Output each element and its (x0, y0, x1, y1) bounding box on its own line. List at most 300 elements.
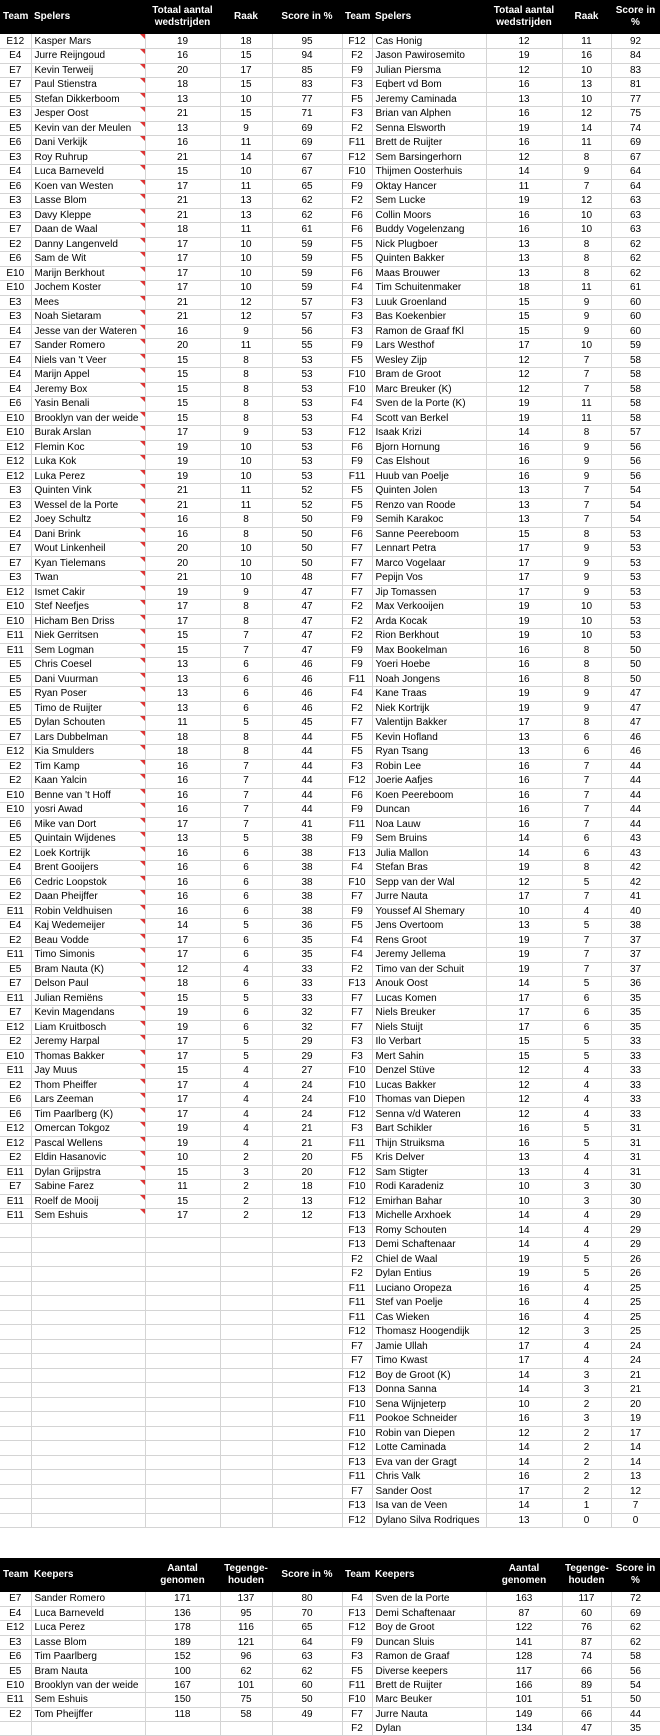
players-left-cell-num1[interactable]: 13 (145, 701, 220, 716)
players-left-cell-score[interactable]: 36 (272, 919, 342, 934)
players-left-cell-num2[interactable]: 18 (220, 34, 272, 49)
keepers-right-cell-team[interactable]: F9 (342, 1635, 372, 1649)
players-right-cell-score[interactable]: 46 (611, 730, 660, 745)
players-right-cell-score[interactable]: 54 (611, 484, 660, 499)
players-right-cell-team[interactable]: F11 (342, 136, 372, 151)
players-left-cell-num2[interactable]: 5 (220, 1049, 272, 1064)
players-left-cell-num2[interactable] (220, 1281, 272, 1296)
players-left-cell-num2[interactable]: 4 (220, 1093, 272, 1108)
players-right-cell-num1[interactable]: 17 (486, 890, 562, 905)
keepers-left-cell-team[interactable]: E11 (0, 1693, 31, 1707)
players-right-cell-num2[interactable]: 6 (562, 832, 611, 847)
players-right-cell-team[interactable]: F2 (342, 121, 372, 136)
players-left-cell-num1[interactable]: 18 (145, 745, 220, 760)
players-right-cell-score[interactable]: 81 (611, 78, 660, 93)
players-left-cell-num2[interactable]: 11 (220, 498, 272, 513)
players-right-cell-num2[interactable]: 5 (562, 977, 611, 992)
players-right-cell-num2[interactable]: 4 (562, 1223, 611, 1238)
players-left-cell-score[interactable]: 46 (272, 701, 342, 716)
players-left-cell-num1[interactable]: 11 (145, 716, 220, 731)
players-left-cell-num1[interactable]: 21 (145, 194, 220, 209)
players-left-cell-num2[interactable] (220, 1223, 272, 1238)
players-left-cell-name[interactable]: Ismet Cakir (31, 585, 145, 600)
players-right-cell-team[interactable]: F12 (342, 1107, 372, 1122)
players-right-cell-name[interactable]: Jip Tomassen (372, 585, 486, 600)
players-right-cell-num1[interactable]: 19 (486, 1252, 562, 1267)
players-left-cell-name[interactable]: Tim Kamp (31, 759, 145, 774)
players-left-cell-name[interactable]: Eldin Hasanovic (31, 1151, 145, 1166)
players-left-cell-score[interactable]: 32 (272, 1006, 342, 1021)
players-left-cell-score[interactable]: 56 (272, 324, 342, 339)
players-left-cell-team[interactable]: E4 (0, 382, 31, 397)
players-right-cell-team[interactable]: F10 (342, 1078, 372, 1093)
players-left-cell-name[interactable]: Joey Schultz (31, 513, 145, 528)
players-left-cell-num2[interactable]: 15 (220, 107, 272, 122)
players-right-cell-num1[interactable]: 17 (486, 716, 562, 731)
players-left-cell-name[interactable] (31, 1296, 145, 1311)
players-left-cell-score[interactable]: 62 (272, 208, 342, 223)
players-left-cell-team[interactable] (0, 1252, 31, 1267)
players-right-cell-team[interactable]: F13 (342, 977, 372, 992)
keepers-left-cell-num2[interactable]: 137 (220, 1592, 272, 1606)
players-right-cell-team[interactable]: F4 (342, 411, 372, 426)
players-left-cell-team[interactable]: E10 (0, 614, 31, 629)
players-right-cell-score[interactable]: 50 (611, 658, 660, 673)
players-left-cell-score[interactable]: 24 (272, 1078, 342, 1093)
players-left-cell-num2[interactable] (220, 1368, 272, 1383)
players-left-cell-team[interactable]: E3 (0, 194, 31, 209)
players-right-cell-num1[interactable]: 13 (486, 1151, 562, 1166)
players-right-cell-num1[interactable]: 16 (486, 1136, 562, 1151)
players-left-cell-score[interactable]: 50 (272, 527, 342, 542)
players-left-cell-num1[interactable] (145, 1412, 220, 1427)
players-left-cell-num2[interactable]: 8 (220, 513, 272, 528)
players-left-cell-num1[interactable]: 17 (145, 266, 220, 281)
players-left-cell-score[interactable] (272, 1499, 342, 1514)
players-left-cell-score[interactable]: 27 (272, 1064, 342, 1079)
keepers-left-cell-score[interactable]: 63 (272, 1650, 342, 1664)
players-left-cell-num2[interactable]: 12 (220, 310, 272, 325)
players-left-cell-num2[interactable] (220, 1354, 272, 1369)
players-right-cell-score[interactable]: 40 (611, 904, 660, 919)
players-left-cell-team[interactable]: E4 (0, 324, 31, 339)
players-left-cell-team[interactable]: E2 (0, 1078, 31, 1093)
players-left-cell-name[interactable]: Danny Langenveld (31, 237, 145, 252)
players-right-cell-score[interactable]: 21 (611, 1383, 660, 1398)
keepers-right-cell-score[interactable]: 58 (611, 1650, 660, 1664)
players-left-cell-num2[interactable]: 11 (220, 179, 272, 194)
players-left-cell-score[interactable]: 33 (272, 977, 342, 992)
players-right-cell-num1[interactable]: 13 (486, 252, 562, 267)
players-right-cell-score[interactable]: 42 (611, 875, 660, 890)
header-players[interactable]: Spelers (31, 0, 145, 34)
players-left-cell-score[interactable]: 52 (272, 484, 342, 499)
players-left-cell-name[interactable]: Quinten Vink (31, 484, 145, 499)
players-right-cell-team[interactable]: F7 (342, 991, 372, 1006)
keepers-header-score-2[interactable]: Score in % (611, 1558, 660, 1592)
players-left-cell-num2[interactable]: 12 (220, 295, 272, 310)
players-left-cell-name[interactable]: Sem Logman (31, 643, 145, 658)
players-right-cell-num2[interactable]: 9 (562, 295, 611, 310)
players-left-cell-name[interactable]: Dylan Schouten (31, 716, 145, 731)
players-left-cell-score[interactable]: 53 (272, 426, 342, 441)
players-left-cell-num2[interactable]: 5 (220, 1035, 272, 1050)
players-right-cell-team[interactable]: F6 (342, 223, 372, 238)
players-right-cell-score[interactable]: 58 (611, 411, 660, 426)
players-left-cell-score[interactable]: 50 (272, 513, 342, 528)
players-right-cell-num1[interactable]: 16 (486, 1122, 562, 1137)
players-left-cell-num1[interactable]: 17 (145, 933, 220, 948)
players-left-cell-num1[interactable]: 15 (145, 382, 220, 397)
players-right-cell-score[interactable]: 58 (611, 397, 660, 412)
players-left-cell-score[interactable]: 47 (272, 614, 342, 629)
players-left-cell-team[interactable]: E6 (0, 179, 31, 194)
keepers-left-cell-num1[interactable]: 136 (145, 1606, 220, 1620)
players-left-cell-score[interactable]: 52 (272, 498, 342, 513)
players-left-cell-team[interactable]: E7 (0, 223, 31, 238)
keepers-header-saved-2[interactable]: Tegenge- houden (562, 1558, 611, 1592)
players-right-cell-score[interactable]: 24 (611, 1339, 660, 1354)
players-right-cell-team[interactable]: F4 (342, 948, 372, 963)
players-left-cell-num2[interactable] (220, 1238, 272, 1253)
players-left-cell-name[interactable]: Kasper Mars (31, 34, 145, 49)
players-left-cell-num1[interactable] (145, 1325, 220, 1340)
players-left-cell-score[interactable]: 44 (272, 774, 342, 789)
players-left-cell-team[interactable]: E12 (0, 469, 31, 484)
players-right-cell-num2[interactable]: 4 (562, 1093, 611, 1108)
players-right-cell-team[interactable]: F2 (342, 629, 372, 644)
players-right-cell-name[interactable]: Thijn Struiksma (372, 1136, 486, 1151)
players-left-cell-score[interactable]: 12 (272, 1209, 342, 1224)
players-right-cell-team[interactable]: F10 (342, 1064, 372, 1079)
players-right-cell-num2[interactable]: 6 (562, 745, 611, 760)
players-right-cell-name[interactable]: Lotte Caminada (372, 1441, 486, 1456)
players-left-cell-score[interactable]: 71 (272, 107, 342, 122)
players-left-cell-team[interactable]: E12 (0, 585, 31, 600)
players-left-cell-name[interactable]: Daan Pheijffer (31, 890, 145, 905)
players-right-cell-score[interactable]: 53 (611, 585, 660, 600)
players-right-cell-num2[interactable]: 6 (562, 846, 611, 861)
players-right-cell-num1[interactable]: 15 (486, 295, 562, 310)
keepers-right-cell-score[interactable]: 50 (611, 1693, 660, 1707)
players-right-cell-name[interactable]: Semih Karakoc (372, 513, 486, 528)
keepers-left-cell-num2[interactable] (220, 1722, 272, 1736)
keepers-left-cell-num2[interactable]: 75 (220, 1693, 272, 1707)
players-left-cell-score[interactable]: 44 (272, 730, 342, 745)
players-right-cell-num2[interactable]: 6 (562, 730, 611, 745)
players-right-cell-score[interactable]: 67 (611, 150, 660, 165)
keepers-right-cell-team[interactable]: F11 (342, 1678, 372, 1692)
players-left-cell-score[interactable]: 57 (272, 310, 342, 325)
players-right-cell-num1[interactable]: 19 (486, 411, 562, 426)
players-left-cell-team[interactable] (0, 1368, 31, 1383)
players-right-cell-team[interactable]: F7 (342, 1020, 372, 1035)
players-left-cell-score[interactable]: 45 (272, 716, 342, 731)
players-right-cell-team[interactable]: F12 (342, 34, 372, 49)
players-right-cell-name[interactable]: Kevin Hofland (372, 730, 486, 745)
players-left-cell-num1[interactable] (145, 1223, 220, 1238)
players-left-cell-team[interactable]: E7 (0, 339, 31, 354)
players-left-cell-num1[interactable]: 21 (145, 484, 220, 499)
players-left-cell-score[interactable] (272, 1223, 342, 1238)
players-right-cell-team[interactable]: F7 (342, 556, 372, 571)
players-left-cell-num2[interactable]: 2 (220, 1194, 272, 1209)
players-left-cell-num1[interactable] (145, 1354, 220, 1369)
players-left-cell-team[interactable]: E6 (0, 1093, 31, 1108)
players-left-cell-name[interactable]: Beau Vodde (31, 933, 145, 948)
players-left-cell-num2[interactable]: 8 (220, 745, 272, 760)
players-right-cell-name[interactable]: Renzo van Roode (372, 498, 486, 513)
players-right-cell-num1[interactable]: 19 (486, 933, 562, 948)
players-right-cell-num2[interactable]: 8 (562, 861, 611, 876)
players-left-cell-num1[interactable]: 17 (145, 1035, 220, 1050)
keepers-left-cell-num2[interactable]: 121 (220, 1635, 272, 1649)
players-left-cell-num2[interactable]: 2 (220, 1180, 272, 1195)
players-right-cell-name[interactable]: Stefan Bras (372, 861, 486, 876)
players-left-cell-team[interactable]: E3 (0, 498, 31, 513)
players-left-cell-name[interactable]: Jurre Reijngoud (31, 49, 145, 64)
players-left-cell-num2[interactable]: 7 (220, 788, 272, 803)
players-left-cell-num2[interactable]: 10 (220, 571, 272, 586)
players-right-cell-name[interactable]: Lucas Bakker (372, 1078, 486, 1093)
players-left-cell-score[interactable] (272, 1238, 342, 1253)
players-right-cell-score[interactable]: 53 (611, 629, 660, 644)
players-right-cell-num1[interactable]: 13 (486, 1513, 562, 1528)
players-right-cell-name[interactable]: Jamie Ullah (372, 1339, 486, 1354)
players-left-cell-team[interactable]: E6 (0, 397, 31, 412)
players-right-cell-score[interactable]: 77 (611, 92, 660, 107)
players-right-cell-num2[interactable]: 4 (562, 904, 611, 919)
players-left-cell-name[interactable] (31, 1223, 145, 1238)
players-right-cell-name[interactable]: Ramon de Graaf fKl (372, 324, 486, 339)
players-right-cell-num2[interactable]: 2 (562, 1441, 611, 1456)
players-right-cell-num2[interactable]: 8 (562, 237, 611, 252)
players-left-cell-score[interactable]: 38 (272, 861, 342, 876)
keepers-left-cell-score[interactable]: 80 (272, 1592, 342, 1606)
players-right-cell-team[interactable]: F10 (342, 368, 372, 383)
players-left-cell-name[interactable]: Roelf de Mooij (31, 1194, 145, 1209)
keepers-right-cell-team[interactable]: F3 (342, 1650, 372, 1664)
players-left-cell-score[interactable]: 13 (272, 1194, 342, 1209)
players-left-cell-score[interactable]: 38 (272, 875, 342, 890)
players-left-cell-score[interactable] (272, 1383, 342, 1398)
keepers-left-cell-num1[interactable]: 118 (145, 1707, 220, 1721)
keepers-right-cell-name[interactable]: Demi Schaftenaar (372, 1606, 486, 1620)
players-right-cell-name[interactable]: Valentijn Bakker (372, 716, 486, 731)
players-left-cell-score[interactable]: 53 (272, 368, 342, 383)
players-left-cell-team[interactable] (0, 1455, 31, 1470)
players-left-cell-score[interactable]: 50 (272, 556, 342, 571)
players-right-cell-team[interactable]: F12 (342, 1513, 372, 1528)
players-right-cell-name[interactable]: Senna Elsworth (372, 121, 486, 136)
players-left-cell-name[interactable]: Daan de Waal (31, 223, 145, 238)
players-left-cell-score[interactable]: 59 (272, 252, 342, 267)
players-left-cell-score[interactable] (272, 1368, 342, 1383)
players-left-cell-num1[interactable] (145, 1339, 220, 1354)
players-left-cell-score[interactable]: 38 (272, 890, 342, 905)
players-right-cell-num2[interactable]: 4 (562, 1281, 611, 1296)
players-right-cell-score[interactable]: 33 (611, 1107, 660, 1122)
players-left-cell-num1[interactable] (145, 1296, 220, 1311)
players-left-cell-num1[interactable] (145, 1455, 220, 1470)
players-right-cell-score[interactable]: 53 (611, 556, 660, 571)
players-left-cell-name[interactable]: Marijn Appel (31, 368, 145, 383)
players-left-cell-name[interactable] (31, 1470, 145, 1485)
players-right-cell-num1[interactable]: 13 (486, 513, 562, 528)
players-left-cell-name[interactable]: Yasin Benali (31, 397, 145, 412)
players-right-cell-name[interactable]: Ilo Verbart (372, 1035, 486, 1050)
players-left-cell-num1[interactable]: 20 (145, 556, 220, 571)
players-right-cell-team[interactable]: F12 (342, 150, 372, 165)
players-left-cell-score[interactable]: 35 (272, 933, 342, 948)
players-right-cell-num1[interactable]: 12 (486, 382, 562, 397)
players-right-cell-num1[interactable]: 14 (486, 165, 562, 180)
players-right-cell-num1[interactable]: 16 (486, 817, 562, 832)
players-right-cell-num2[interactable]: 9 (562, 455, 611, 470)
players-left-cell-score[interactable]: 69 (272, 121, 342, 136)
keepers-left-cell-score[interactable] (272, 1722, 342, 1736)
players-left-cell-name[interactable] (31, 1267, 145, 1282)
players-right-cell-num1[interactable]: 12 (486, 63, 562, 78)
players-right-cell-team[interactable]: F13 (342, 1209, 372, 1224)
players-right-cell-num1[interactable]: 16 (486, 208, 562, 223)
players-right-cell-score[interactable]: 53 (611, 600, 660, 615)
players-left-cell-score[interactable] (272, 1412, 342, 1427)
players-right-cell-team[interactable]: F5 (342, 498, 372, 513)
players-left-cell-team[interactable] (0, 1441, 31, 1456)
players-right-cell-num1[interactable]: 19 (486, 629, 562, 644)
players-right-cell-team[interactable]: F11 (342, 1470, 372, 1485)
players-right-cell-team[interactable]: F5 (342, 92, 372, 107)
players-right-cell-team[interactable]: F6 (342, 788, 372, 803)
players-right-cell-num1[interactable]: 13 (486, 745, 562, 760)
players-left-cell-num2[interactable]: 8 (220, 353, 272, 368)
players-left-cell-team[interactable]: E7 (0, 977, 31, 992)
players-right-cell-num2[interactable]: 9 (562, 469, 611, 484)
players-right-cell-num2[interactable]: 4 (562, 1238, 611, 1253)
players-right-cell-score[interactable]: 25 (611, 1310, 660, 1325)
players-left-cell-num1[interactable]: 17 (145, 817, 220, 832)
players-right-cell-num2[interactable]: 4 (562, 1354, 611, 1369)
players-left-cell-num2[interactable] (220, 1252, 272, 1267)
players-left-cell-score[interactable]: 41 (272, 817, 342, 832)
players-left-cell-num2[interactable] (220, 1455, 272, 1470)
players-left-cell-score[interactable]: 21 (272, 1136, 342, 1151)
players-right-cell-score[interactable]: 25 (611, 1281, 660, 1296)
players-right-cell-score[interactable]: 12 (611, 1484, 660, 1499)
players-left-cell-team[interactable] (0, 1325, 31, 1340)
players-right-cell-name[interactable]: Sepp van der Wal (372, 875, 486, 890)
keepers-right-cell-num2[interactable]: 89 (562, 1678, 611, 1692)
players-right-cell-num1[interactable]: 16 (486, 672, 562, 687)
players-right-cell-num2[interactable]: 3 (562, 1383, 611, 1398)
players-right-cell-num1[interactable]: 12 (486, 1093, 562, 1108)
keepers-left-cell-name[interactable]: Tim Paarlberg (31, 1650, 145, 1664)
keepers-right-cell-num1[interactable]: 163 (486, 1592, 562, 1606)
players-right-cell-name[interactable]: Huub van Poelje (372, 469, 486, 484)
players-right-cell-num1[interactable]: 17 (486, 1006, 562, 1021)
players-left-cell-name[interactable]: Benne van 't Hoff (31, 788, 145, 803)
players-right-cell-name[interactable]: Koen Peereboom (372, 788, 486, 803)
players-left-cell-score[interactable] (272, 1513, 342, 1528)
players-left-cell-team[interactable]: E6 (0, 875, 31, 890)
players-right-cell-score[interactable]: 56 (611, 469, 660, 484)
players-right-cell-num1[interactable]: 15 (486, 1049, 562, 1064)
players-right-cell-name[interactable]: Sven de la Porte (K) (372, 397, 486, 412)
players-left-cell-team[interactable] (0, 1484, 31, 1499)
players-right-cell-num2[interactable]: 7 (562, 513, 611, 528)
players-right-cell-score[interactable]: 30 (611, 1194, 660, 1209)
players-right-cell-num1[interactable]: 18 (486, 281, 562, 296)
players-right-cell-score[interactable]: 62 (611, 252, 660, 267)
players-right-cell-num1[interactable]: 16 (486, 1296, 562, 1311)
players-right-cell-team[interactable]: F5 (342, 237, 372, 252)
players-right-cell-name[interactable]: Niels Stuijt (372, 1020, 486, 1035)
players-left-cell-name[interactable]: Timo Simonis (31, 948, 145, 963)
players-right-cell-name[interactable]: Luuk Groenland (372, 295, 486, 310)
players-right-cell-num2[interactable]: 7 (562, 817, 611, 832)
players-right-cell-name[interactable]: Niek Kortrijk (372, 701, 486, 716)
players-left-cell-name[interactable]: Cedric Loopstok (31, 875, 145, 890)
players-right-cell-score[interactable]: 17 (611, 1426, 660, 1441)
players-left-cell-team[interactable] (0, 1397, 31, 1412)
players-right-cell-name[interactable]: Bas Koekenbier (372, 310, 486, 325)
players-right-cell-team[interactable]: F13 (342, 1499, 372, 1514)
players-right-cell-score[interactable]: 31 (611, 1136, 660, 1151)
players-right-cell-name[interactable]: Timo Kwast (372, 1354, 486, 1369)
players-left-cell-num2[interactable]: 8 (220, 411, 272, 426)
players-right-cell-name[interactable]: Noa Lauw (372, 817, 486, 832)
players-right-cell-num2[interactable]: 6 (562, 991, 611, 1006)
players-right-cell-team[interactable]: F12 (342, 1194, 372, 1209)
players-left-cell-name[interactable]: Delson Paul (31, 977, 145, 992)
players-right-cell-num2[interactable]: 9 (562, 165, 611, 180)
players-right-cell-num2[interactable]: 7 (562, 962, 611, 977)
players-left-cell-num1[interactable]: 16 (145, 846, 220, 861)
players-left-cell-score[interactable] (272, 1281, 342, 1296)
players-left-cell-name[interactable]: Jeremy Harpal (31, 1035, 145, 1050)
players-right-cell-num1[interactable]: 13 (486, 92, 562, 107)
players-left-cell-name[interactable]: Kia Smulders (31, 745, 145, 760)
players-right-cell-num2[interactable]: 4 (562, 1209, 611, 1224)
players-left-cell-team[interactable]: E3 (0, 310, 31, 325)
keepers-right-cell-num1[interactable]: 87 (486, 1606, 562, 1620)
players-left-cell-team[interactable]: E5 (0, 92, 31, 107)
players-left-cell-score[interactable]: 50 (272, 542, 342, 557)
players-left-cell-name[interactable]: Jochem Koster (31, 281, 145, 296)
players-left-cell-name[interactable]: Mike van Dort (31, 817, 145, 832)
players-right-cell-score[interactable]: 44 (611, 788, 660, 803)
players-right-cell-num2[interactable]: 10 (562, 600, 611, 615)
players-left-cell-name[interactable]: Flemin Koc (31, 440, 145, 455)
players-left-cell-num1[interactable] (145, 1470, 220, 1485)
players-right-cell-num1[interactable]: 14 (486, 1238, 562, 1253)
players-left-cell-num2[interactable]: 7 (220, 803, 272, 818)
players-left-cell-team[interactable]: E4 (0, 368, 31, 383)
players-left-cell-num2[interactable] (220, 1296, 272, 1311)
players-right-cell-score[interactable]: 37 (611, 933, 660, 948)
players-right-cell-score[interactable]: 33 (611, 1093, 660, 1108)
keepers-left-cell-team[interactable]: E2 (0, 1707, 31, 1721)
players-left-cell-name[interactable]: Lars Dubbelman (31, 730, 145, 745)
players-left-cell-name[interactable]: Dani Brink (31, 527, 145, 542)
header-score[interactable]: Score in % (272, 0, 342, 34)
players-left-cell-name[interactable]: Kevin Terweij (31, 63, 145, 78)
keepers-left-cell-num2[interactable]: 116 (220, 1621, 272, 1635)
players-right-cell-num1[interactable]: 19 (486, 701, 562, 716)
players-right-cell-name[interactable]: Niels Breuker (372, 1006, 486, 1021)
players-left-cell-num2[interactable]: 4 (220, 1136, 272, 1151)
